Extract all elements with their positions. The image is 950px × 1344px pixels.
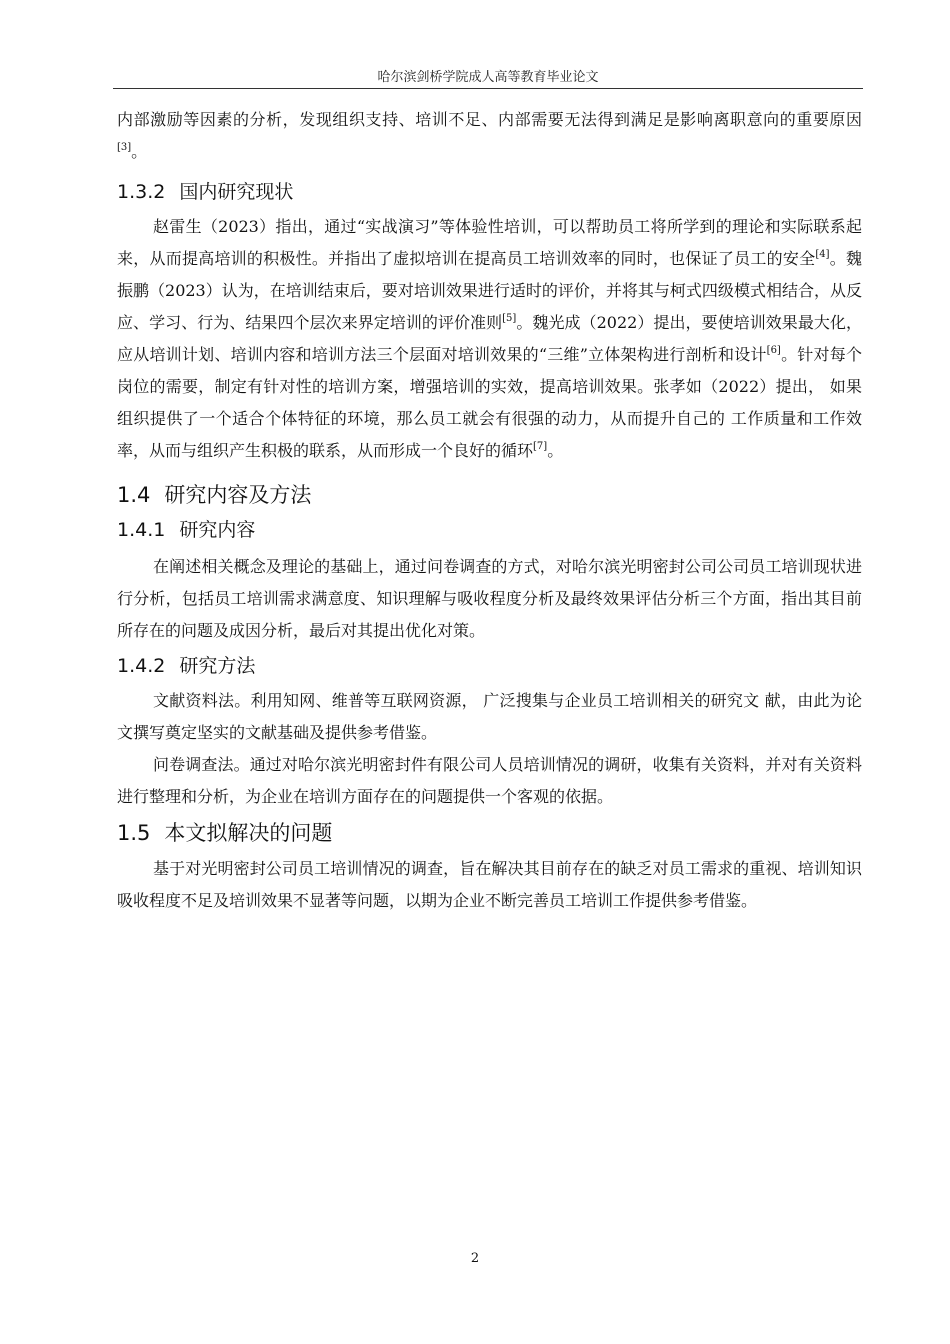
- intro-paragraph: 内部激励等因素的分析，发现组织支持、培训不足、内部需要无法得到满足是影响离职意向的重要原因[3]。: [117, 110, 862, 161]
- research-content-paragraph: 在阐述相关概念及理论的基础上，通过问卷调查的方式，对哈尔滨光明密封公司公司员工培训现状进行分析，包括员工培训需求满意度、知识理解与吸收程度分析及最终效果评估分析三个方面，指出其目前所存在的问题及成因分析，最后对其提出优化对策。: [117, 557, 862, 640]
- header-rule: [113, 88, 863, 89]
- heading-1-4-1: 1.4.1 研究内容: [117, 519, 256, 541]
- heading-1-5: 1.5 本文拟解决的问题: [117, 821, 333, 845]
- heading-1-4-2: 1.4.2 研究方法: [117, 655, 256, 677]
- citation-7: [7]: [533, 441, 548, 452]
- running-header: 哈尔滨剑桥学院成人高等教育毕业论文: [377, 70, 599, 85]
- citation-4: [4]: [815, 249, 830, 260]
- heading-1-3-2: 1.3.2 国内研究现状: [117, 181, 294, 203]
- citation-3: [3]: [117, 142, 132, 153]
- page-body: [117, 104, 862, 917]
- problems-paragraph: 基于对光明密封公司员工培训情况的调查，旨在解决其目前存在的缺乏对员工需求的重视、培训知识吸收程度不足及培训效果不显著等问题，以期为企业不断完善员工培训工作提供参考借鉴。: [117, 859, 862, 910]
- citation-6: [6]: [766, 345, 781, 356]
- domestic-research-paragraph: 赵雷生（2023）指出，通过“实战演习”等体验性培训，可以帮助员工将所学到的理论和实际联系起来，从而提高培训的积极性。并指出了虚拟培训在提高员工培训效率的同时，也保证了员工的安全[4]。魏振鹏（2023）认为，在培训结束后，要对培训效果进行适时的评价，并将其与柯式四级模式相结合，从反应、学习、行为、结果四个层次来界定培训的评价准则[5]。魏光成（2022）提出，要使培训效果最大化，应从培训计划、培训内容和培训方法三个层面对培训效果的“三维”立体架构进行剖析和设计[6]。针对每个岗位的需要，制定有针对性的培训方案，增强培训的实效，提高培训效果。张孝如（2022）提出， 如果组织提供了一个适合个体特征的环境，那么员工就会有很强的动力，从而提升自己的 工作质量和工作效率，从而与组织产生积极的联系，从而形成一个良好的循环[7]。: [117, 217, 862, 460]
- intro-text: 内部激励等因素的分析，发现组织支持、培训不足、内部需要无法得到满足是影响离职意向的重要原因: [117, 110, 862, 129]
- literature-method-paragraph: 文献资料法。利用知网、维普等互联网资源， 广泛搜集与企业员工培训相关的研究文 献，由此为论文撰写奠定坚实的文献基础及提供参考借鉴。: [117, 691, 862, 742]
- survey-method-paragraph: 问卷调查法。通过对哈尔滨光明密封件有限公司人员培训情况的调研，收集有关资料，并对有关资料进行整理和分析，为企业在培训方面存在的问题提供一个客观的依据。: [117, 755, 862, 806]
- page-number: 2: [470, 1251, 480, 1266]
- heading-1-4: 1.4 研究内容及方法: [117, 483, 312, 507]
- citation-5: [5]: [502, 313, 517, 324]
